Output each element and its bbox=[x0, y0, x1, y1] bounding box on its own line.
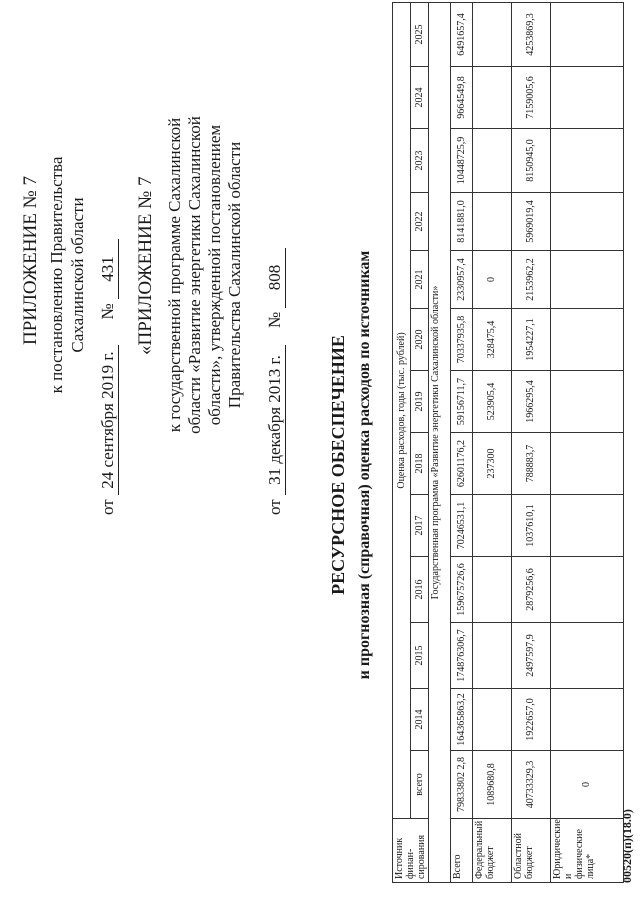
program-reference bbox=[165, 40, 245, 510]
header-total: всего bbox=[411, 751, 429, 819]
header-year: 2024 bbox=[411, 67, 429, 129]
table-row bbox=[511, 3, 550, 883]
cell-value bbox=[550, 193, 623, 251]
date-prefix: от bbox=[98, 499, 117, 515]
cell-value: 0 bbox=[472, 251, 511, 309]
cell-value: 2879256,6 bbox=[511, 557, 550, 623]
cell-value: 2330957,4 bbox=[450, 251, 472, 309]
cell-value: 5969019,4 bbox=[511, 193, 550, 251]
header-year: 2017 bbox=[411, 495, 429, 557]
cell-value: 1037610,1 bbox=[511, 495, 550, 557]
cell-value: 70337935,8 bbox=[450, 309, 472, 371]
header-year: 2019 bbox=[411, 371, 429, 433]
table-header-row bbox=[393, 3, 411, 883]
appendix-label: ПРИЛОЖЕНИЕ № 7 bbox=[20, 176, 41, 345]
row-total: 0 bbox=[550, 751, 623, 819]
table-row bbox=[550, 3, 623, 883]
header-year: 2021 bbox=[411, 251, 429, 309]
cell-value: 788883,7 bbox=[511, 433, 550, 495]
header-source: Источник финан-сирования bbox=[393, 819, 429, 883]
document-subtitle: и прогнозная (справочная) оценка расходов по источникам bbox=[356, 250, 373, 680]
cell-value: 8150945,0 bbox=[511, 129, 550, 193]
program-line-4: Правительства Сахалинской области bbox=[225, 141, 244, 409]
cell-value bbox=[472, 67, 511, 129]
row-source: Юридические и физические лица* bbox=[550, 819, 623, 883]
resource-table bbox=[392, 2, 624, 883]
document-title: РЕСУРСНОЕ ОБЕСПЕЧЕНИЕ bbox=[328, 335, 348, 595]
cell-value bbox=[550, 129, 623, 193]
program-number-prefix: № bbox=[265, 311, 284, 329]
program-date-prefix: от bbox=[265, 499, 284, 515]
cell-value: 2153962,2 bbox=[511, 251, 550, 309]
cell-value: 1922657,0 bbox=[511, 689, 550, 751]
cell-value bbox=[550, 557, 623, 623]
decree-date-line bbox=[98, 239, 119, 515]
decree-line-1: к постановлению Правительства bbox=[47, 156, 66, 394]
cell-value: 174876306,7 bbox=[450, 623, 472, 689]
cell-value: 1966295,4 bbox=[511, 371, 550, 433]
row-total: 79833802 2,8 bbox=[450, 751, 472, 819]
cell-value: 6491657,4 bbox=[450, 3, 472, 67]
row-source: Федеральный бюджет bbox=[472, 819, 511, 883]
program-appendix-heading bbox=[135, 177, 157, 355]
cell-value: 7159005,6 bbox=[511, 67, 550, 129]
cell-value bbox=[550, 67, 623, 129]
program-appendix-label: «ПРИЛОЖЕНИЕ № 7 bbox=[135, 176, 156, 355]
decree-number: 431 bbox=[98, 239, 119, 299]
table-years-row bbox=[411, 3, 429, 883]
program-line-2: области «Развитие энергетики Сахалинской bbox=[185, 116, 204, 434]
cell-value: 70246531,1 bbox=[450, 495, 472, 557]
cell-value: 2497597,9 bbox=[511, 623, 550, 689]
cell-value bbox=[550, 495, 623, 557]
program-line-3: области», утвержденной постановлением bbox=[205, 124, 224, 426]
header-year: 2025 bbox=[411, 3, 429, 67]
header-year: 2022 bbox=[411, 193, 429, 251]
decree-date: 24 сентября 2019 г. bbox=[98, 345, 119, 495]
table-row bbox=[450, 3, 472, 883]
header-year: 2016 bbox=[411, 557, 429, 623]
cell-value: 10448725,9 bbox=[450, 129, 472, 193]
program-date: 31 декабря 2013 г. bbox=[265, 345, 286, 495]
decree-reference bbox=[46, 85, 88, 465]
header-year: 2023 bbox=[411, 129, 429, 193]
cell-value bbox=[550, 251, 623, 309]
cell-value bbox=[472, 495, 511, 557]
header-year: 2018 bbox=[411, 433, 429, 495]
program-number: 808 bbox=[265, 248, 286, 308]
cell-value bbox=[472, 689, 511, 751]
cell-value bbox=[550, 433, 623, 495]
program-line-1: к государственной программе Сахалинской bbox=[165, 117, 184, 433]
row-source: Областной бюджет bbox=[511, 819, 550, 883]
table-program-row bbox=[429, 3, 451, 883]
cell-value: 8141881,0 bbox=[450, 193, 472, 251]
cell-value bbox=[550, 689, 623, 751]
program-date-line bbox=[265, 248, 286, 515]
cell-value bbox=[550, 309, 623, 371]
cell-value: 1954227,1 bbox=[511, 309, 550, 371]
cell-value bbox=[472, 623, 511, 689]
header-year: 2020 bbox=[411, 309, 429, 371]
table-row bbox=[472, 3, 511, 883]
cell-value bbox=[550, 371, 623, 433]
cell-value bbox=[472, 3, 511, 67]
cell-value: 237300 bbox=[472, 433, 511, 495]
row-source: Всего bbox=[450, 819, 472, 883]
row-total: 40733329,3 bbox=[511, 751, 550, 819]
cell-value: 523905,4 bbox=[472, 371, 511, 433]
cell-value: 59156711,7 bbox=[450, 371, 472, 433]
header-year: 2014 bbox=[411, 689, 429, 751]
cell-value bbox=[550, 3, 623, 67]
header-estimate: Оценка расходов, годы (тыс. рублей) bbox=[393, 3, 411, 819]
decree-line-2: Сахалинской области bbox=[68, 197, 87, 353]
appendix-heading bbox=[20, 176, 42, 345]
row-total: 1089680,8 bbox=[472, 751, 511, 819]
cell-value bbox=[472, 193, 511, 251]
cell-value bbox=[550, 623, 623, 689]
cell-value: 164365863,2 bbox=[450, 689, 472, 751]
header-year: 2015 bbox=[411, 623, 429, 689]
cell-value: 159675726,6 bbox=[450, 557, 472, 623]
cell-value: 62601176,2 bbox=[450, 433, 472, 495]
cell-value bbox=[472, 557, 511, 623]
cell-value: 9664549,8 bbox=[450, 67, 472, 129]
document-code: 00520(п)(18.0) bbox=[620, 809, 634, 883]
cell-value: 328475,4 bbox=[472, 309, 511, 371]
cell-value bbox=[472, 129, 511, 193]
program-name: Государственная программа «Развитие энергетики Сахалинской области» bbox=[429, 3, 451, 883]
cell-value: 4253869,3 bbox=[511, 3, 550, 67]
number-prefix: № bbox=[98, 303, 117, 320]
